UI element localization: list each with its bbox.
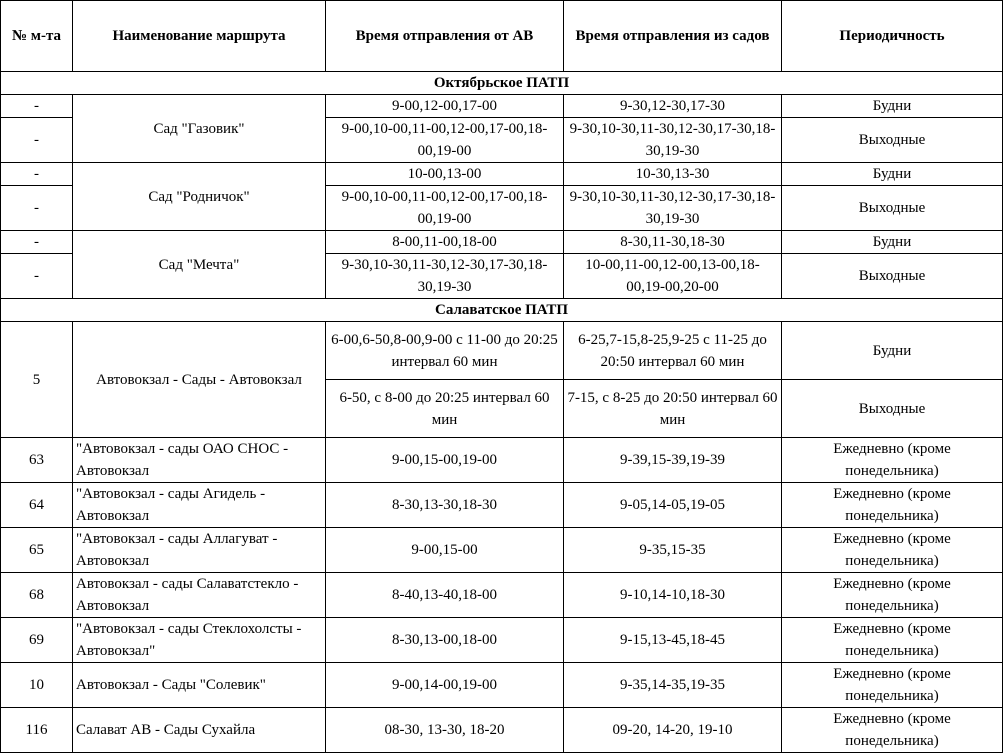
periodicity: Будни: [782, 95, 1003, 118]
periodicity: Будни: [782, 322, 1003, 380]
route-name: "Автовокзал - сады Стеклохолсты - Автовокзал": [73, 618, 326, 663]
route-name: Сад "Газовик": [73, 95, 326, 163]
header-departure-av: Время отправления от АВ: [326, 1, 564, 72]
periodicity: Ежедневно (кроме понедельника): [782, 528, 1003, 573]
departure-gardens: 09-20, 14-20, 19-10: [564, 708, 782, 753]
route-num: 116: [1, 708, 73, 753]
departure-av: 9-00,14-00,19-00: [326, 663, 564, 708]
route-num: 65: [1, 528, 73, 573]
periodicity: Выходные: [782, 186, 1003, 231]
departure-av: 9-00,10-00,11-00,12-00,17-00,18-00,19-00: [326, 118, 564, 163]
header-num: № м-та: [1, 1, 73, 72]
departure-av: 8-00,11-00,18-00: [326, 231, 564, 254]
header-route-name: Наименование маршрута: [73, 1, 326, 72]
route-num: -: [1, 254, 73, 299]
table-row: [1, 573, 1003, 618]
periodicity: Будни: [782, 163, 1003, 186]
periodicity: Ежедневно (кроме понедельника): [782, 618, 1003, 663]
route-name: Автовокзал - Сады "Солевик": [73, 663, 326, 708]
table-row: [1, 483, 1003, 528]
route-num: -: [1, 95, 73, 118]
route-num: 64: [1, 483, 73, 528]
route-num: 5: [1, 322, 73, 438]
route-name: Сад "Мечта": [73, 231, 326, 299]
departure-gardens: 9-35,15-35: [564, 528, 782, 573]
departure-gardens: 6-25,7-15,8-25,9-25 с 11-25 до 20:50 интервал 60 мин: [564, 322, 782, 380]
periodicity: Ежедневно (кроме понедельника): [782, 663, 1003, 708]
departure-av: 9-30,10-30,11-30,12-30,17-30,18-30,19-30: [326, 254, 564, 299]
departure-av: 6-00,6-50,8-00,9-00 с 11-00 до 20:25 интервал 60 мин: [326, 322, 564, 380]
departure-gardens: 8-30,11-30,18-30: [564, 231, 782, 254]
section-title-salavatskoe: Салаватское ПАТП: [1, 299, 1003, 322]
departure-av: 9-00,12-00,17-00: [326, 95, 564, 118]
departure-gardens: 9-15,13-45,18-45: [564, 618, 782, 663]
periodicity: Ежедневно (кроме понедельника): [782, 708, 1003, 753]
departure-av: 8-40,13-40,18-00: [326, 573, 564, 618]
departure-gardens: 10-30,13-30: [564, 163, 782, 186]
route-num: -: [1, 186, 73, 231]
header-row: [1, 1, 1003, 72]
departure-gardens: 10-00,11-00,12-00,13-00,18-00,19-00,20-00: [564, 254, 782, 299]
section-title-oktyabrsky: Октябрьское ПАТП: [1, 72, 1003, 95]
table-row: [1, 322, 1003, 380]
periodicity: Ежедневно (кроме понедельника): [782, 573, 1003, 618]
table-row: [1, 95, 1003, 118]
departure-gardens: 9-30,12-30,17-30: [564, 95, 782, 118]
departure-av: 08-30, 13-30, 18-20: [326, 708, 564, 753]
header-departure-gardens: Время отправления из садов: [564, 1, 782, 72]
route-name: Салават АВ - Сады Сухайла: [73, 708, 326, 753]
route-num: 63: [1, 438, 73, 483]
departure-gardens: 9-05,14-05,19-05: [564, 483, 782, 528]
table-row: [1, 438, 1003, 483]
table-row: [1, 163, 1003, 186]
table-row: [1, 708, 1003, 753]
departure-gardens: 7-15, с 8-25 до 20:50 интервал 60 мин: [564, 380, 782, 438]
periodicity: Выходные: [782, 380, 1003, 438]
periodicity: Выходные: [782, 118, 1003, 163]
route-num: 68: [1, 573, 73, 618]
table-row: [1, 618, 1003, 663]
table-row: [1, 528, 1003, 573]
departure-av: 9-00,15-00,19-00: [326, 438, 564, 483]
route-name: "Автовокзал - сады Аллагуват - Автовокзал: [73, 528, 326, 573]
departure-gardens: 9-30,10-30,11-30,12-30,17-30,18-30,19-30: [564, 186, 782, 231]
table-row: [1, 231, 1003, 254]
departure-gardens: 9-39,15-39,19-39: [564, 438, 782, 483]
departure-av: 8-30,13-00,18-00: [326, 618, 564, 663]
departure-av: 9-00,10-00,11-00,12-00,17-00,18-00,19-00: [326, 186, 564, 231]
periodicity: Будни: [782, 231, 1003, 254]
periodicity: Выходные: [782, 254, 1003, 299]
departure-av: 10-00,13-00: [326, 163, 564, 186]
table-row: [1, 663, 1003, 708]
route-name: "Автовокзал - сады ОАО СНОС - Автовокзал: [73, 438, 326, 483]
route-num: -: [1, 231, 73, 254]
section-row: [1, 299, 1003, 322]
departure-av: 9-00,15-00: [326, 528, 564, 573]
route-num: 10: [1, 663, 73, 708]
departure-gardens: 9-35,14-35,19-35: [564, 663, 782, 708]
departure-gardens: 9-30,10-30,11-30,12-30,17-30,18-30,19-30: [564, 118, 782, 163]
route-num: -: [1, 118, 73, 163]
route-name: Сад "Родничок": [73, 163, 326, 231]
section-row: [1, 72, 1003, 95]
route-name: "Автовокзал - сады Агидель - Автовокзал: [73, 483, 326, 528]
header-periodicity: Периодичность: [782, 1, 1003, 72]
departure-av: 6-50, с 8-00 до 20:25 интервал 60 мин: [326, 380, 564, 438]
departure-gardens: 9-10,14-10,18-30: [564, 573, 782, 618]
route-name: Автовокзал - сады Салаватстекло - Автовокзал: [73, 573, 326, 618]
route-num: -: [1, 163, 73, 186]
periodicity: Ежедневно (кроме понедельника): [782, 483, 1003, 528]
route-num: 69: [1, 618, 73, 663]
periodicity: Ежедневно (кроме понедельника): [782, 438, 1003, 483]
departure-av: 8-30,13-30,18-30: [326, 483, 564, 528]
route-name: Автовокзал - Сады - Автовокзал: [73, 322, 326, 438]
